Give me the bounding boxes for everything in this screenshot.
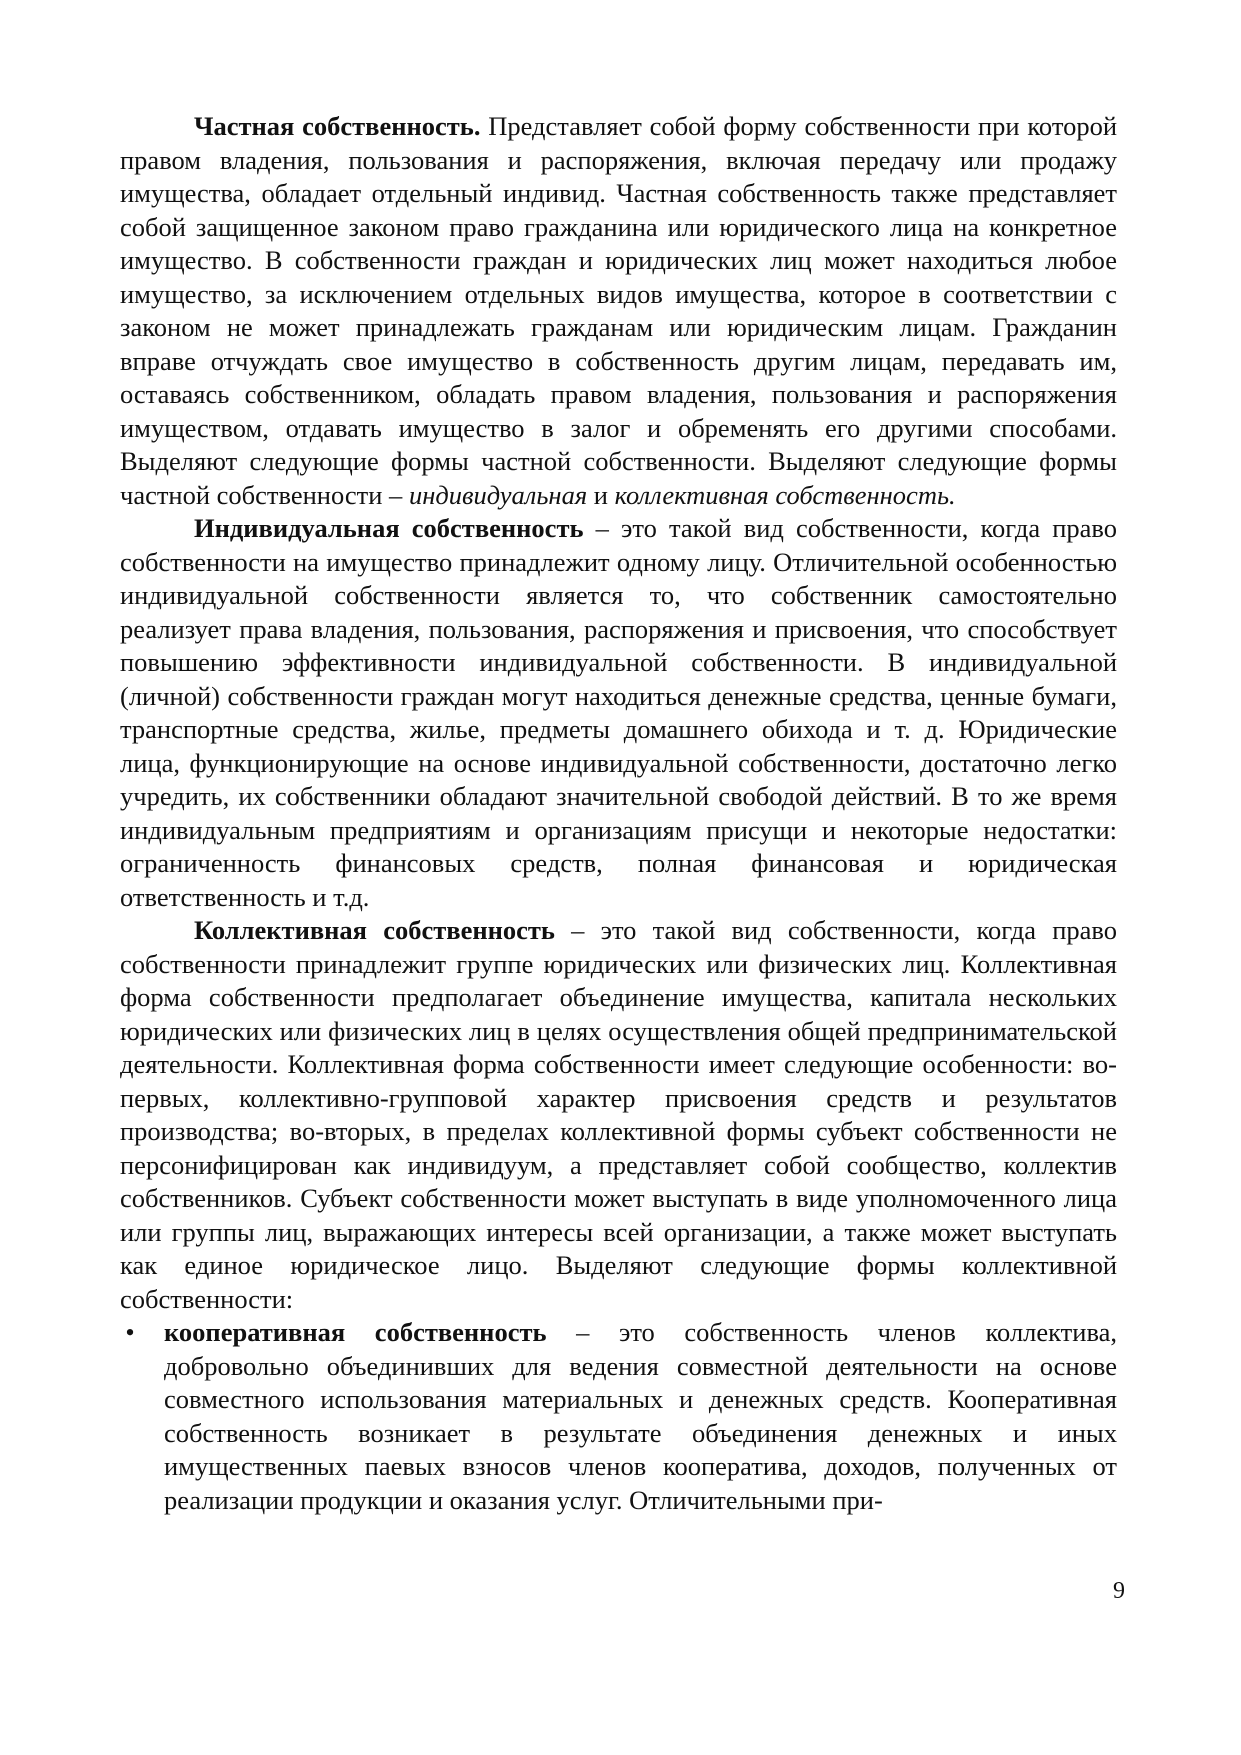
bullet-icon: •	[125, 1317, 135, 1347]
page-number: 9	[1113, 1578, 1125, 1604]
term-individual-property: Индивидуальная собственность	[194, 513, 584, 543]
paragraph-text: Представляет собой форму собственности при которой правом владения, пользования и распоряжения, включая передачу или продажу имущества, обладает отдельный индивид. Частная собственность также представляет собой защищенное законом право гражданина или юридического лица на конкретное имущество. В собственности граждан и юридических лиц может находиться любое имущество, за исключением отдельных видов имущества, которое в соответствии с законом не может принадлежать гражданам или юридическим лицам. Гражданин вправе отчуждать свое имущество в собственность другим лицам, передавать им, оставаясь собственником, обладать правом владения, пользования и распоряжения имуществом, отдавать имущество в залог и обременять его другими способами. Выделяют следующие формы частной собственности. Выделяют следующие формы частной собственности –	[120, 111, 1118, 510]
list-item-text: – это собственность членов коллектива, добровольно объединивших для ведения совместной деятельности на основе совместного использования материальных и денежных средств. Кооперативная собственность возникает в результате объединения денежных и иных имущественных паевых взносов членов кооператива, доходов, полученных от реализации продукции и оказания услуг. Отличительными при-	[164, 1317, 1117, 1515]
italic-term-individual: индивидуальная	[408, 479, 588, 510]
bullet-list	[120, 1316, 1117, 1517]
paragraph-joiner: и	[587, 479, 615, 510]
list-item	[120, 1316, 1117, 1517]
term-private-property: Частная собственность.	[194, 111, 481, 141]
paragraph-individual-property	[120, 512, 1117, 914]
term-collective-property: Коллективная собственность	[194, 915, 555, 945]
paragraph-text: – это такой вид собственности, когда право собственности принадлежит группе юридических или физических лиц. Коллективная форма собственности предполагает объединение имущества, капитала нескольких юридических или физических лиц в целях осуществления общей предпринимательской деятельности. Коллективная форма собственности имеет следующие особенности: во-первых, коллективно-групповой характер присвоения средств и результатов производства; во-вторых, в пределах коллективной формы субъект собственности не персонифицирован как индивидуум, а представляет собой сообщество, коллектив собственников. Субъект собственности может выступать в виде уполномоченного лица или группы лиц, выражающих интересы всей организации, а также может выступать как единое юридическое лицо. Выделяют следующие формы коллективной собственности:	[120, 915, 1117, 1314]
italic-term-collective: коллективная собственность.	[614, 479, 956, 510]
paragraph-private-property	[120, 110, 1117, 512]
paragraph-text: – это такой вид собственности, когда право собственности на имущество принадлежит одному лицу. Отличительной особенностью индивидуальной собственности является то, что собственник самостоятельно реализует права владения, пользования, распоряжения и присвоения, что способствует повышению эффективности индивидуальной собственности. В индивидуальной (личной) собственности граждан могут находиться денежные средства, ценные бумаги, транспортные средства, жилье, предметы домашнего обихода и т. д. Юридические лица, функционирующие на основе индивидуальной собственности, достаточно легко учредить, их собственники обладают значительной свободой действий. В то же время индивидуальным предприятиям и организациям присущи и некоторые недостатки: ограниченность финансовых средств, полная финансовая и юридическая ответственность и т.д.	[120, 513, 1117, 912]
paragraph-collective-property	[120, 914, 1117, 1316]
term-cooperative-property: кооперативная собственность	[164, 1317, 547, 1347]
body-text	[120, 110, 1117, 1517]
